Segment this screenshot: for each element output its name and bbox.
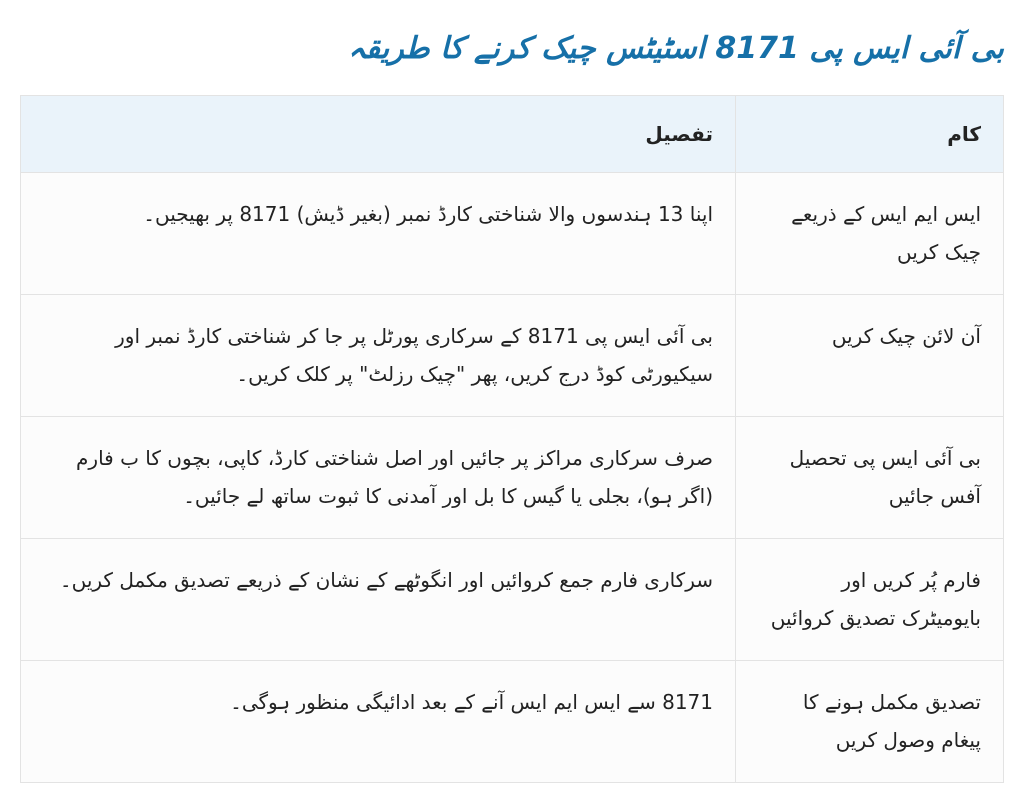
table-row (21, 173, 1004, 295)
task-cell: ایس ایم ایس کے ذریعے چیک کریں (736, 173, 1004, 295)
task-cell: آن لائن چیک کریں (736, 295, 1004, 417)
table-row (21, 661, 1004, 783)
page-title: بی آئی ایس پی 8171 اسٹیٹس چیک کرنے کا طریقہ (348, 31, 1004, 66)
table-row (21, 295, 1004, 417)
status-check-table (20, 95, 1004, 783)
detail-cell: سرکاری فارم جمع کروائیں اور انگوٹھے کے نشان کے ذریعے تصدیق مکمل کریں۔ (21, 539, 736, 661)
task-cell: بی آئی ایس پی تحصیل آفس جائیں (736, 417, 1004, 539)
task-cell: فارم پُر کریں اور بایومیٹرک تصدیق کروائیں (736, 539, 1004, 661)
detail-cell: بی آئی ایس پی 8171 کے سرکاری پورٹل پر جا کر شناختی کارڈ نمبر اور سیکیورٹی کوڈ درج کریں، پھر "چیک رزلٹ" پر کلک کریں۔ (21, 295, 736, 417)
header-task: کام (736, 96, 1004, 173)
detail-cell: 8171 سے ایس ایم ایس آنے کے بعد ادائیگی منظور ہوگی۔ (21, 661, 736, 783)
detail-cell: صرف سرکاری مراکز پر جائیں اور اصل شناختی کارڈ، کاپی، بچوں کا ب فارم (اگر ہو)، بجلی یا گیس کا بل اور آمدنی کا ثبوت ساتھ لے جائیں۔ (21, 417, 736, 539)
table-row (21, 417, 1004, 539)
table-header-row (21, 96, 1004, 173)
table-row (21, 539, 1004, 661)
header-detail: تفصیل (21, 96, 736, 173)
detail-cell: اپنا 13 ہندسوں والا شناختی کارڈ نمبر (بغیر ڈیش) 8171 پر بھیجیں۔ (21, 173, 736, 295)
task-cell: تصدیق مکمل ہونے کا پیغام وصول کریں (736, 661, 1004, 783)
